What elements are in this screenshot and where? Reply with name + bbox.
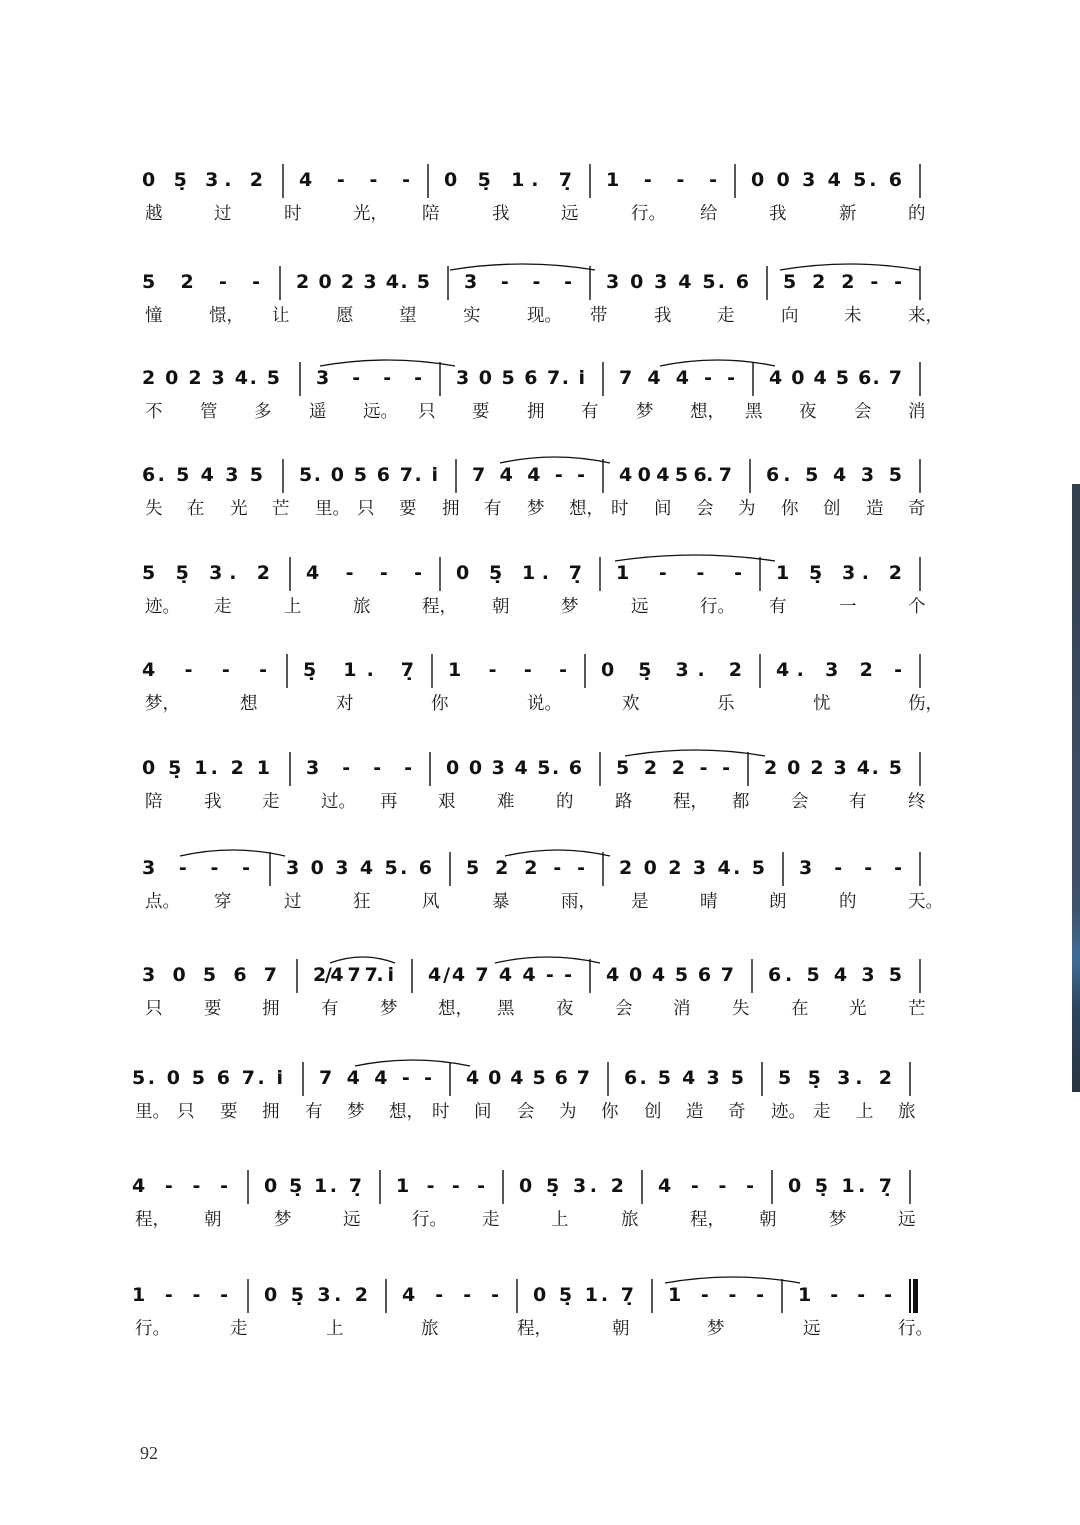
notation-system: [0, 650, 1080, 730]
lyric-syllable: 行。: [412, 1210, 447, 1230]
measure-notes: 0 0 3 4 5. 6: [751, 169, 902, 191]
measure-notes: 5 5̣ 3. 2: [142, 562, 270, 584]
lyric-syllable: 梦: [380, 999, 398, 1019]
lyric-syllable: 消: [673, 999, 691, 1019]
slur-arc: [355, 1060, 470, 1066]
measure-notes: 3 - - -: [799, 857, 902, 879]
lyric-syllable: 芒: [272, 499, 290, 519]
notation-system: [0, 358, 1080, 438]
measure-notes: 1 - - -: [606, 169, 717, 191]
lyric-syllable: 你: [431, 694, 449, 714]
lyric-syllable: 陪: [145, 792, 163, 812]
lyrics-row: [0, 788, 1080, 818]
measure-notes: 1 - - -: [668, 1284, 764, 1306]
lyric-syllable: 上: [551, 1210, 569, 1230]
slur-arc: [330, 957, 395, 963]
measure-notes: 7 4 4 - -: [472, 464, 585, 486]
notation-system: [0, 262, 1080, 342]
measure-notes: 1 - - -: [798, 1284, 892, 1306]
notation-system: [0, 1166, 1080, 1246]
lyrics-row: [0, 1206, 1080, 1236]
lyric-syllable: 上: [284, 597, 302, 617]
slur-arc: [505, 850, 610, 856]
lyrics-row: [0, 593, 1080, 623]
lyric-syllable: 向: [781, 306, 799, 326]
lyric-syllable: 你: [781, 499, 799, 519]
lyrics-row: [0, 1315, 1080, 1345]
lyric-syllable: 伤，: [908, 694, 943, 714]
lyric-syllable: 有: [849, 792, 867, 812]
lyric-syllable: 梦，: [145, 694, 180, 714]
lyric-syllable: 上: [856, 1102, 874, 1122]
lyric-syllable: 过: [284, 892, 302, 912]
lyric-syllable: 想: [240, 694, 258, 714]
lyric-syllable: 行。: [898, 1319, 933, 1339]
lyric-syllable: 芒: [908, 999, 926, 1019]
measure-notes: 4 - - -: [306, 562, 422, 584]
lyric-syllable: 光: [230, 499, 248, 519]
notation-system: [0, 1275, 1080, 1355]
measure-notes: 1 - - -: [616, 562, 742, 584]
lyric-syllable: 有: [305, 1102, 323, 1122]
lyric-syllable: 旅: [421, 1319, 439, 1339]
lyric-syllable: 梦: [636, 402, 654, 422]
measure-notes: 5 2 2 - -: [783, 271, 902, 293]
final-bar-line: [913, 1279, 918, 1313]
lyric-syllable: 我: [769, 204, 787, 224]
lyric-syllable: 会: [615, 999, 633, 1019]
lyric-syllable: 愿: [336, 306, 354, 326]
measure-notes: 2 0 2 3 4. 5: [764, 757, 902, 779]
lyric-syllable: 失: [732, 999, 750, 1019]
lyric-syllable: 实: [463, 306, 481, 326]
lyric-syllable: 远: [898, 1210, 916, 1230]
lyric-syllable: 是: [631, 892, 649, 912]
measure-notes: 3 0 3 4 5. 6: [606, 271, 749, 293]
lyric-syllable: 有: [769, 597, 787, 617]
lyric-syllable: 过。: [321, 792, 356, 812]
lyric-syllable: 黑: [745, 402, 763, 422]
lyric-syllable: 朗: [769, 892, 787, 912]
lyric-syllable: 远。: [363, 402, 398, 422]
measure-notes: 1 - - -: [396, 1175, 485, 1197]
measure-notes: 2 0 2 3 4. 5: [296, 271, 430, 293]
measure-notes: 4 - - -: [299, 169, 410, 191]
lyric-syllable: 风: [422, 892, 440, 912]
measure-notes: 3 - - -: [142, 857, 250, 879]
lyric-syllable: 光，: [353, 204, 388, 224]
lyrics-row: [0, 888, 1080, 918]
lyric-syllable: 要: [204, 999, 222, 1019]
lyric-syllable: 只: [357, 499, 375, 519]
lyric-syllable: 想，: [690, 402, 725, 422]
lyric-syllable: 对: [336, 694, 354, 714]
lyric-syllable: 上: [326, 1319, 344, 1339]
notation-system: [0, 1058, 1080, 1138]
measure-notes: 6. 5 4 3 5: [142, 464, 263, 486]
lyric-syllable: 再: [380, 792, 398, 812]
measure-notes: 4 0 4 5 6 7: [606, 964, 734, 986]
lyric-syllable: 迹。: [145, 597, 180, 617]
notation-system: [0, 748, 1080, 828]
slur-arc: [495, 957, 600, 963]
measure-notes: 3 0 5 6 7: [142, 964, 277, 986]
measure-notes: 5̣ 1. 7̣: [303, 659, 414, 681]
lyric-syllable: 穿: [214, 892, 232, 912]
lyric-syllable: 都: [732, 792, 750, 812]
measure-notes: 0 5̣ 1. 7̣: [456, 562, 582, 584]
lyric-syllable: 一: [839, 597, 857, 617]
measure-notes: 5 2 - -: [142, 271, 260, 293]
lyric-syllable: 走: [482, 1210, 500, 1230]
lyric-syllable: 光: [849, 999, 867, 1019]
lyric-syllable: 有: [581, 402, 599, 422]
lyric-syllable: 难: [497, 792, 515, 812]
lyric-syllable: 失: [145, 499, 163, 519]
notation-system: [0, 955, 1080, 1035]
measure-notes: 0 5̣ 3. 2: [601, 659, 742, 681]
lyric-syllable: 会: [517, 1102, 535, 1122]
lyric-syllable: 我: [204, 792, 222, 812]
measure-notes: 2 0 2 3 4. 5: [142, 367, 280, 389]
lyric-syllable: 想，: [569, 499, 604, 519]
lyric-syllable: 雨，: [561, 892, 596, 912]
lyric-syllable: 只: [418, 402, 436, 422]
lyric-syllable: 远: [343, 1210, 361, 1230]
lyric-syllable: 程，: [673, 792, 708, 812]
lyric-syllable: 未: [844, 306, 862, 326]
lyric-syllable: 造: [866, 499, 884, 519]
page-number: 92: [140, 1443, 158, 1463]
measure-notes: 4 - - -: [658, 1175, 754, 1197]
lyric-syllable: 会: [791, 792, 809, 812]
lyric-syllable: 时: [284, 204, 302, 224]
lyric-syllable: 行。: [135, 1319, 170, 1339]
lyric-syllable: 艰: [438, 792, 456, 812]
slur-arc: [450, 264, 595, 270]
lyric-syllable: 憬，: [209, 306, 244, 326]
lyric-syllable: 为: [738, 499, 756, 519]
slur-arc: [320, 360, 455, 366]
lyric-syllable: 间: [474, 1102, 492, 1122]
lyric-syllable: 陪: [422, 204, 440, 224]
lyric-syllable: 欢: [622, 694, 640, 714]
lyric-syllable: 你: [601, 1102, 619, 1122]
lyric-syllable: 我: [492, 204, 510, 224]
lyric-syllable: 梦: [561, 597, 579, 617]
lyric-syllable: 路: [615, 792, 633, 812]
measure-notes: 3 - - -: [316, 367, 422, 389]
measure-notes: 0 5̣ 3. 2: [264, 1284, 368, 1306]
lyric-syllable: 现。: [527, 306, 562, 326]
slur-arc: [180, 850, 285, 856]
lyrics-row: [0, 200, 1080, 230]
lyric-syllable: 程，: [517, 1319, 552, 1339]
measure-notes: 0 5̣ 1. 7̣: [533, 1284, 634, 1306]
lyric-syllable: 程，: [422, 597, 457, 617]
measure-notes: 0 5̣ 3. 2: [519, 1175, 624, 1197]
lyrics-row: [0, 302, 1080, 332]
lyric-syllable: 我: [654, 306, 672, 326]
lyric-syllable: 狂: [353, 892, 371, 912]
lyric-syllable: 走: [262, 792, 280, 812]
measure-notes: 4 0 4 5 6. 7: [769, 367, 902, 389]
lyric-syllable: 暴: [492, 892, 510, 912]
lyric-syllable: 给: [700, 204, 718, 224]
lyric-syllable: 终: [908, 792, 926, 812]
lyric-syllable: 会: [696, 499, 714, 519]
lyrics-row: [0, 1098, 1080, 1128]
lyric-syllable: 只: [177, 1102, 195, 1122]
lyrics-row: [0, 690, 1080, 720]
measure-notes: 4/4 7 4 4 - -: [428, 964, 572, 986]
lyric-syllable: 黑: [497, 999, 515, 1019]
lyric-syllable: 说。: [527, 694, 562, 714]
lyric-syllable: 朝: [759, 1210, 777, 1230]
measure-notes: 1 5̣ 3. 2: [776, 562, 902, 584]
lyric-syllable: 创: [644, 1102, 662, 1122]
measure-notes: 6. 5 4 3 5: [766, 464, 902, 486]
measure-notes: 6. 5 4 3 5: [768, 964, 902, 986]
lyric-syllable: 奇: [728, 1102, 746, 1122]
notation-system: [0, 160, 1080, 240]
lyric-syllable: 天。: [908, 892, 943, 912]
notation-system: [0, 848, 1080, 928]
slur-arc: [625, 750, 765, 756]
slur-arc: [615, 555, 775, 561]
lyric-syllable: 想，: [438, 999, 473, 1019]
measure-notes: 6. 5 4 3 5: [624, 1067, 744, 1089]
lyric-syllable: 梦: [527, 499, 545, 519]
lyric-syllable: 只: [145, 999, 163, 1019]
lyric-syllable: 个: [908, 597, 926, 617]
lyric-syllable: 夜: [556, 999, 574, 1019]
measure-notes: 5. 0 5 6 7. i: [299, 464, 438, 486]
measure-notes: 4 - - -: [132, 1175, 228, 1197]
lyric-syllable: 管: [200, 402, 218, 422]
measure-notes: 2/4 7 7. i: [313, 964, 394, 986]
lyric-syllable: 行。: [631, 204, 666, 224]
lyrics-row: [0, 995, 1080, 1025]
lyric-syllable: 忧: [813, 694, 831, 714]
lyric-syllable: 想，: [389, 1102, 424, 1122]
lyric-syllable: 为: [559, 1102, 577, 1122]
lyric-syllable: 程，: [690, 1210, 725, 1230]
lyric-syllable: 拥: [262, 1102, 280, 1122]
lyric-syllable: 时: [432, 1102, 450, 1122]
lyric-syllable: 憧: [145, 306, 163, 326]
measure-notes: 5. 0 5 6 7. i: [132, 1067, 283, 1089]
notation-system: [0, 455, 1080, 535]
lyric-syllable: 夜: [799, 402, 817, 422]
lyrics-row: [0, 398, 1080, 428]
measure-notes: 3 - - -: [306, 757, 412, 779]
lyric-syllable: 有: [484, 499, 502, 519]
lyric-syllable: 带: [590, 306, 608, 326]
lyric-syllable: 旅: [353, 597, 371, 617]
lyric-syllable: 的: [556, 792, 574, 812]
lyric-syllable: 旅: [898, 1102, 916, 1122]
lyric-syllable: 梦: [347, 1102, 365, 1122]
measure-notes: 7 4 4 - -: [319, 1067, 432, 1089]
lyric-syllable: 走: [717, 306, 735, 326]
measure-notes: 5 2 2 - -: [466, 857, 585, 879]
measure-notes: 0 5̣ 1. 7̣: [444, 169, 572, 191]
slur-arc: [500, 457, 610, 463]
slur-arc: [665, 1277, 800, 1283]
lyrics-row: [0, 495, 1080, 525]
measure-notes: 4 0 4 5 6. 7: [619, 464, 732, 486]
lyric-syllable: 晴: [700, 892, 718, 912]
notation-system: [0, 553, 1080, 633]
measure-notes: 0 5̣ 1. 7̣: [264, 1175, 362, 1197]
lyric-syllable: 消: [908, 402, 926, 422]
measure-notes: 4 0 4 5 6 7: [466, 1067, 590, 1089]
lyric-syllable: 让: [272, 306, 290, 326]
lyric-syllable: 梦: [829, 1210, 847, 1230]
lyric-syllable: 的: [908, 204, 926, 224]
lyric-syllable: 拥: [262, 999, 280, 1019]
lyric-syllable: 拥: [442, 499, 460, 519]
lyric-syllable: 里。: [135, 1102, 170, 1122]
lyric-syllable: 在: [187, 499, 205, 519]
lyric-syllable: 造: [686, 1102, 704, 1122]
lyric-syllable: 程，: [135, 1210, 170, 1230]
lyric-syllable: 要: [399, 499, 417, 519]
measure-notes: 1 - - -: [132, 1284, 228, 1306]
lyric-syllable: 在: [791, 999, 809, 1019]
lyric-syllable: 朝: [204, 1210, 222, 1230]
lyric-syllable: 要: [472, 402, 490, 422]
lyric-syllable: 行。: [700, 597, 735, 617]
measure-notes: 5 2 2 - -: [616, 757, 730, 779]
slur-arc: [780, 264, 920, 270]
lyric-syllable: 多: [254, 402, 272, 422]
lyric-syllable: 望: [399, 306, 417, 326]
measure-notes: 7 4 4 - -: [619, 367, 735, 389]
lyric-syllable: 遥: [309, 402, 327, 422]
lyric-syllable: 间: [654, 499, 672, 519]
measure-notes: 4 - - -: [402, 1284, 499, 1306]
lyric-syllable: 不: [145, 402, 163, 422]
lyric-syllable: 乐: [717, 694, 735, 714]
lyric-syllable: 远: [803, 1319, 821, 1339]
measure-notes: 0 0 3 4 5. 6: [446, 757, 582, 779]
lyric-syllable: 走: [214, 597, 232, 617]
lyric-syllable: 会: [854, 402, 872, 422]
slur-arc: [660, 360, 775, 366]
lyric-syllable: 拥: [527, 402, 545, 422]
lyric-syllable: 有: [321, 999, 339, 1019]
measure-notes: 4 - - -: [142, 659, 267, 681]
lyric-syllable: 点。: [145, 892, 180, 912]
lyric-syllable: 走: [230, 1319, 248, 1339]
lyric-syllable: 朝: [492, 597, 510, 617]
lyric-syllable: 远: [561, 204, 579, 224]
lyric-syllable: 里。: [315, 499, 350, 519]
lyric-syllable: 新: [839, 204, 857, 224]
measure-notes: 2 0 2 3 4. 5: [619, 857, 765, 879]
measure-notes: 5 5̣ 3. 2: [778, 1067, 892, 1089]
lyric-syllable: 时: [611, 499, 629, 519]
measure-notes: 0 5̣ 1. 2 1: [142, 757, 270, 779]
lyric-syllable: 过: [214, 204, 232, 224]
measure-notes: 3 0 5 6 7. i: [456, 367, 585, 389]
lyric-syllable: 走: [813, 1102, 831, 1122]
measure-notes: 0 5̣ 3. 2: [142, 169, 263, 191]
measure-notes: 0 5̣ 1. 7̣: [788, 1175, 892, 1197]
lyric-syllable: 来，: [908, 306, 943, 326]
lyric-syllable: 要: [220, 1102, 238, 1122]
measure-notes: 3 - - -: [464, 271, 572, 293]
lyric-syllable: 的: [839, 892, 857, 912]
lyric-syllable: 越: [145, 204, 163, 224]
lyric-syllable: 远: [631, 597, 649, 617]
lyric-syllable: 创: [823, 499, 841, 519]
measure-notes: 3 0 3 4 5. 6: [286, 857, 432, 879]
lyric-syllable: 奇: [908, 499, 926, 519]
lyric-syllable: 朝: [612, 1319, 630, 1339]
measure-notes: 4. 3 2 -: [776, 659, 902, 681]
lyric-syllable: 梦: [274, 1210, 292, 1230]
measure-notes: 1 - - -: [448, 659, 567, 681]
lyric-syllable: 旅: [621, 1210, 639, 1230]
lyric-syllable: 梦: [707, 1319, 725, 1339]
lyric-syllable: 迹。: [771, 1102, 806, 1122]
